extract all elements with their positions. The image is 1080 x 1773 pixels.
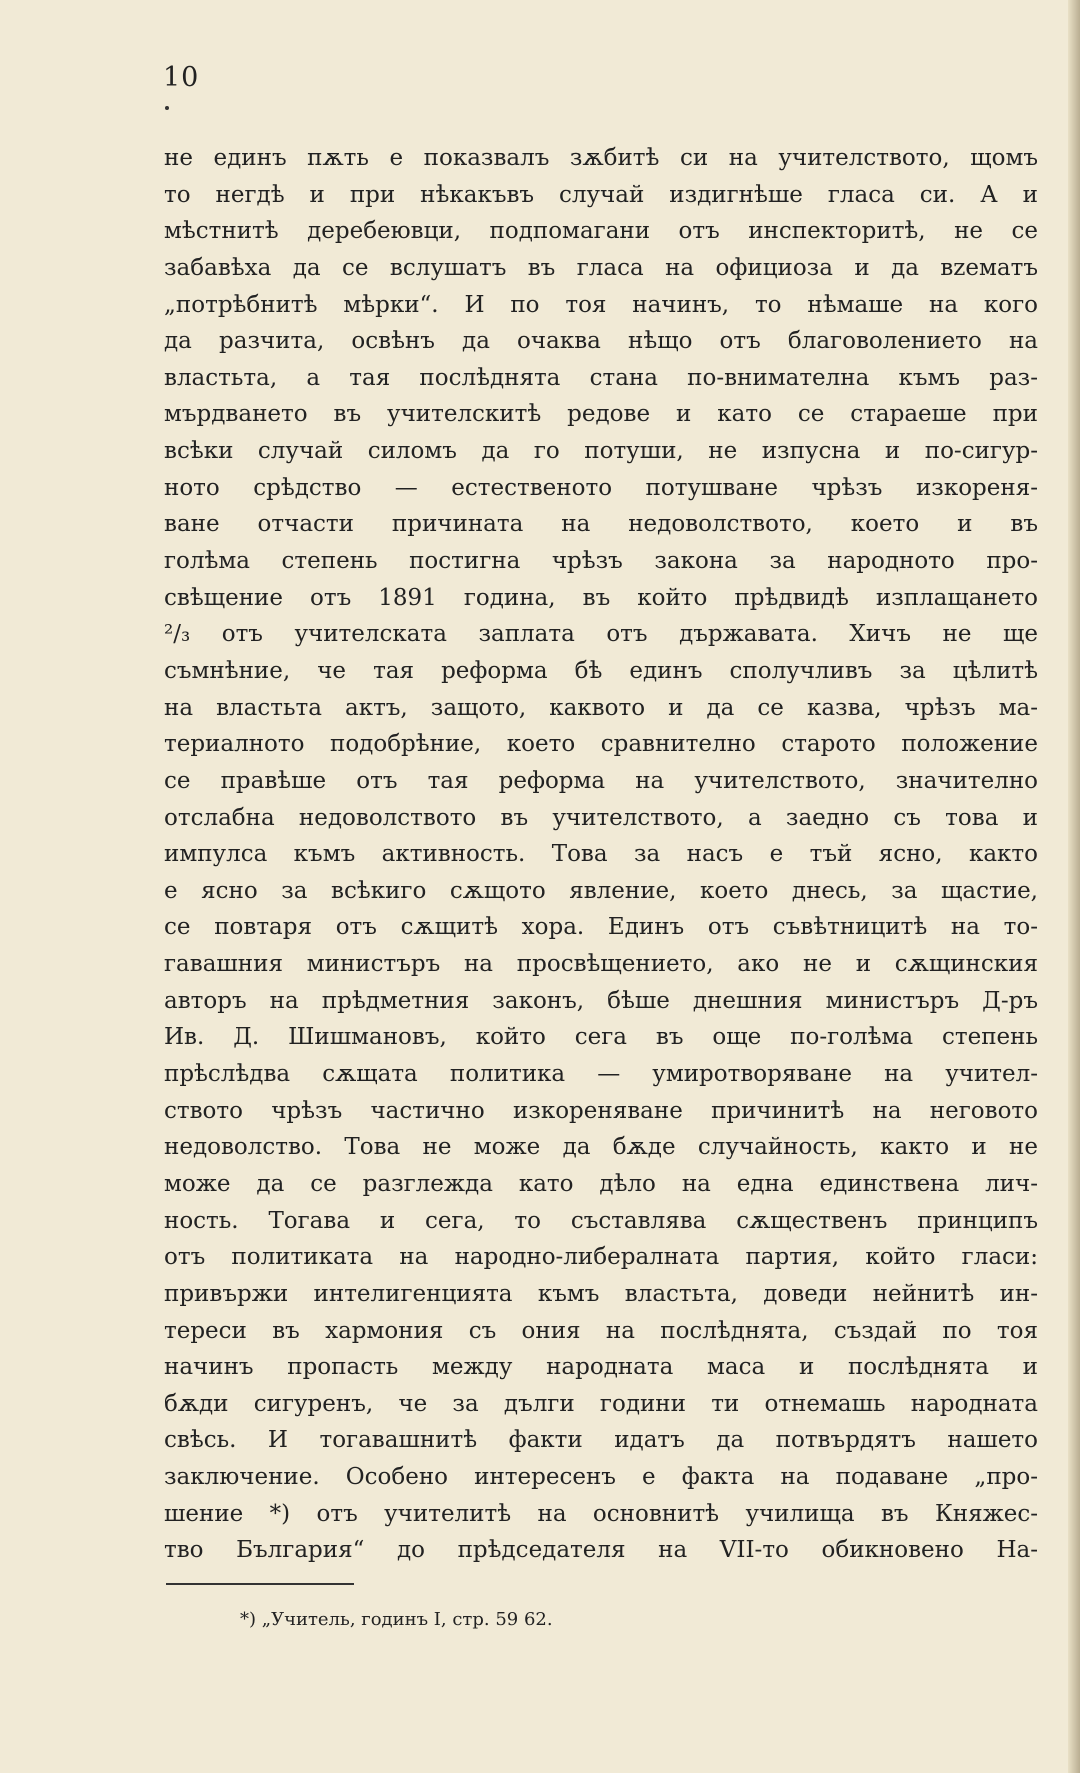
text-line: се повтаря отъ сѫщитѣ хора. Единъ отъ съвѣтницитѣ на то- [164, 914, 1038, 941]
text-line: ване отчасти причината на недоволството, което и въ [164, 511, 1038, 538]
text-line: ность. Тогава и сега, то съставлява сѫщественъ принципъ [164, 1207, 1038, 1234]
text-line: мърдването въ учителскитѣ редове и като се стараеше при [164, 401, 1038, 428]
page-edge [1068, 0, 1080, 1773]
text-line: прѣслѣдва сѫщата политика — умиротворяване на учител- [164, 1061, 1038, 1088]
text-line: ²/₃ отъ учителската заплата отъ държавата. Хичъ не ще [164, 621, 1038, 648]
text-line: всѣки случай силомъ да го потуши, не изпусна и по-сигур- [164, 438, 1038, 465]
text-line: тереси въ хармония съ ония на послѣднята, създай по тоя [164, 1317, 1038, 1344]
text-line: импулса къмъ активность. Това за насъ е тъй ясно, както [164, 841, 1038, 868]
text-line: заключение. Особено интересенъ е факта на подаване „про- [164, 1464, 1038, 1491]
text-line: начинъ пропасть между народната маса и послѣднята и [164, 1354, 1038, 1381]
text-line: на властьта актъ, защото, каквото и да се казва, чрѣзъ ма- [164, 694, 1038, 721]
text-line: привържи интелигенцията къмъ властьта, доведи нейнитѣ ин- [164, 1280, 1038, 1307]
text-line: не единъ пѫть е показвалъ зѫбитѣ си на учителството, щомъ [164, 145, 1038, 171]
body-text [164, 140, 1038, 1569]
text-line: недоволство. Това не може да бѫде случайность, както и не [164, 1134, 1038, 1161]
text-line: свѣсь. И тогавашнитѣ факти идатъ да потвърдятъ нашето [164, 1427, 1038, 1454]
text-line: шение *) отъ учителитѣ на основнитѣ училища въ Княжес- [164, 1500, 1038, 1527]
text-line: забавѣха да се вслушатъ въ гласа на официоза и да вzематъ [164, 254, 1038, 281]
text-line: съмнѣние, че тая реформа бѣ единъ сполучливъ за цѣлитѣ [164, 657, 1038, 684]
text-line: авторъ на прѣдметния законъ, бѣше днешния министъръ Д-ръ [164, 987, 1038, 1014]
footnote: *) „Учитель, годинъ I, стр. 59 62. [240, 1609, 553, 1630]
text-line: свѣщение отъ 1891 година, въ който прѣдвидѣ изплащането [164, 584, 1038, 611]
text-line: бѫди сигуренъ, че за дълги години ти отнемашь народната [164, 1390, 1038, 1417]
text-line: ното срѣдство — естественото потушване чрѣзъ изкореня- [164, 474, 1038, 501]
page-number: 10 [163, 62, 200, 93]
text-line: може да се разглежда като дѣло на една единствена лич- [164, 1170, 1038, 1197]
text-line: отслабна недоволството въ учителството, а заедно съ това и [164, 804, 1038, 831]
text-line: „потрѣбнитѣ мѣрки“. И по тоя начинъ, то нѣмаше на кого [164, 291, 1038, 318]
text-line: отъ политиката на народно-либералната партия, който гласи: [164, 1244, 1038, 1271]
text-line: ството чрѣзъ частично изкореняване причинитѣ на неговото [164, 1097, 1038, 1124]
text-line: тво България“ до прѣдседателя на VII-то обикновено На- [164, 1537, 1038, 1564]
text-line: мѣстнитѣ деребеювци, подпомагани отъ инспекторитѣ, не се [164, 218, 1038, 245]
text-line: властьта, а тая послѣднята стана по-внимателна къмъ раз- [164, 364, 1038, 391]
page-dot [165, 106, 169, 110]
footnote-rule [166, 1583, 354, 1585]
text-line: гавашния министъръ на просвѣщението, ако не и сѫщинския [164, 951, 1038, 978]
text-line: голѣма степень постигна чрѣзъ закона за народното про- [164, 548, 1038, 575]
text-line: да разчита, освѣнъ да очаква нѣщо отъ благоволението на [164, 328, 1038, 355]
text-line: е ясно за всѣкиго сѫщото явление, което днесь, за щастие, [164, 877, 1038, 904]
text-line: териалното подобрѣние, което сравнително старото положение [164, 731, 1038, 758]
text-line: то негдѣ и при нѣкакъвъ случай издигнѣше гласа си. А и [164, 181, 1038, 208]
text-line: се правѣше отъ тая реформа на учителството, значително [164, 767, 1038, 794]
text-line: Ив. Д. Шишмановъ, който сега въ още по-голѣма степень [164, 1024, 1038, 1051]
